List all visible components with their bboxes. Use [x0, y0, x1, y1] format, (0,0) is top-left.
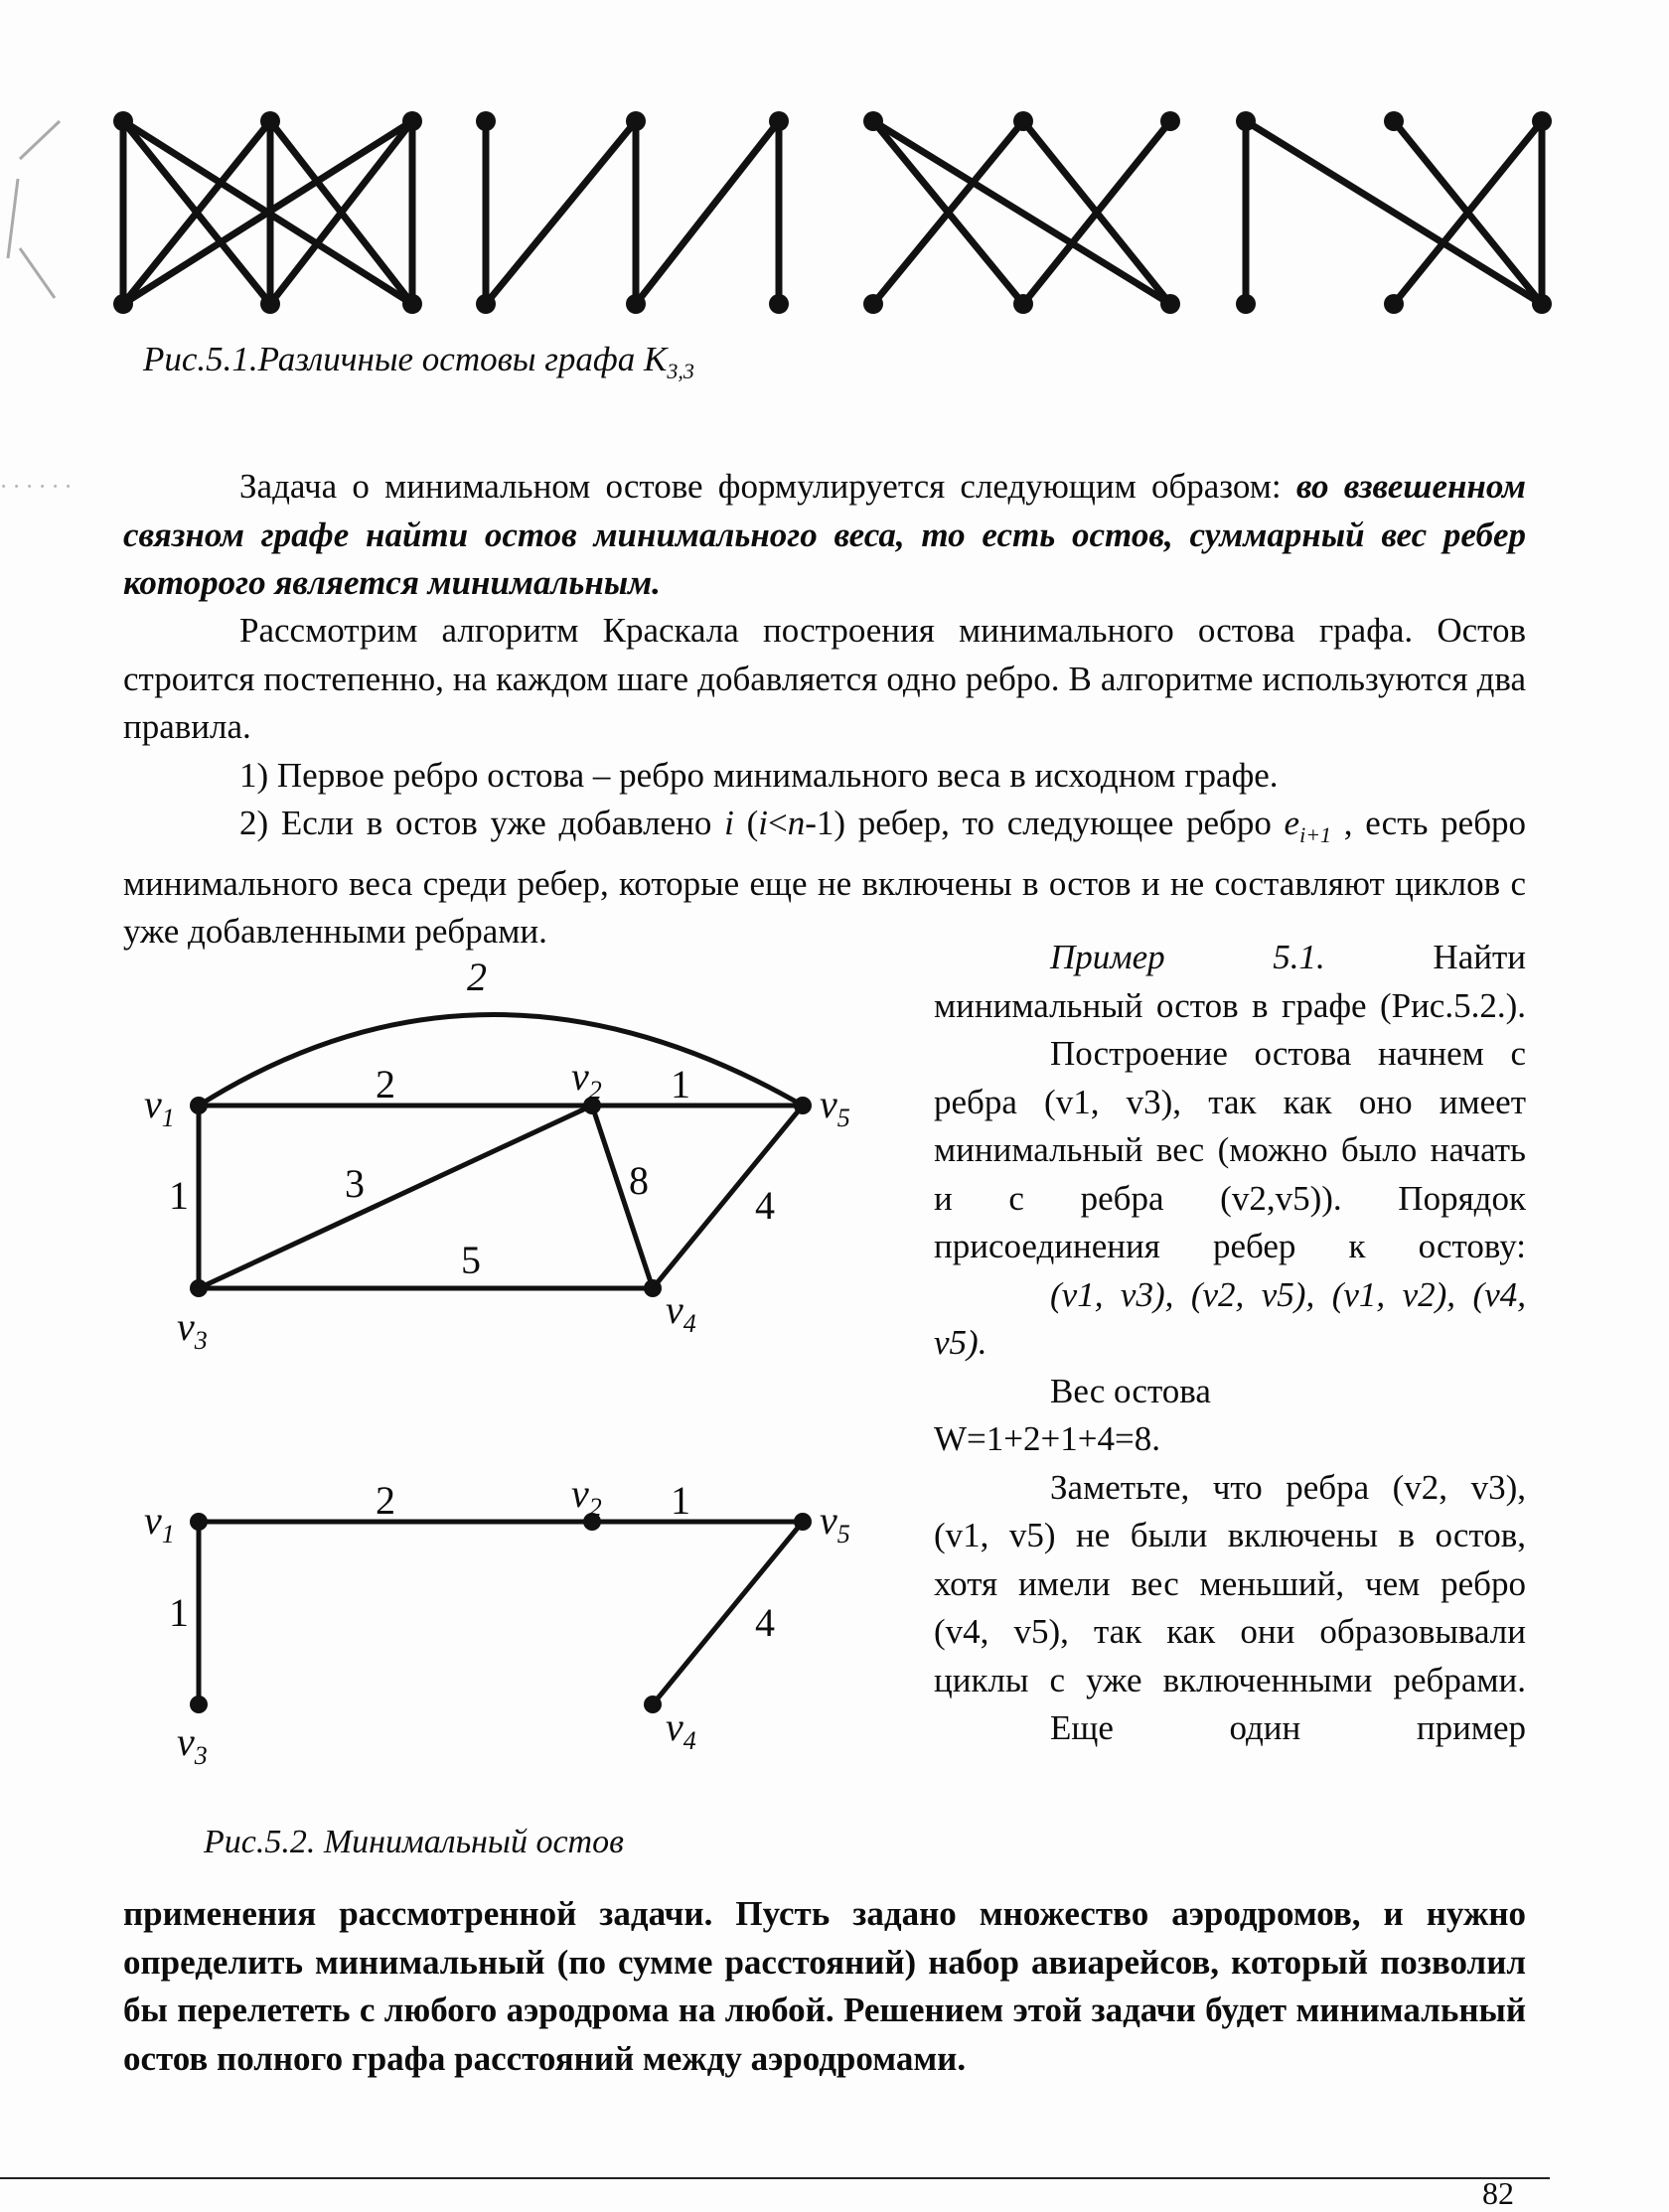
weight-label-v1v3: 1 — [169, 1173, 189, 1218]
weight-label-v2v4: 8 — [629, 1158, 649, 1203]
weighted-graph-edges — [199, 1015, 803, 1289]
tree-edges — [199, 1522, 803, 1704]
figure-5-1-caption: Рис.5.1.Различные остовы графа $K_{3,3}$ — [143, 340, 694, 383]
page-number: 82 — [1482, 2175, 1514, 2211]
spanning-tree-3 — [1246, 121, 1542, 304]
weight-label-v2v5: 1 — [671, 1062, 690, 1106]
example-construction: Построение остова начнем с ребра (v1, v3), так как оно имеет минимальный вес (можно было начать и с ребра (v2,v5)). Порядок присоединения ребер к остову: — [934, 1034, 1526, 1265]
paragraph-application: применения рассмотренной задачи. Пусть задано множество аэродромов, и нужно определить минимальный (по сумме расстояний) набор авиарейсов, который позволил бы перелететь с любого аэродрома на любой. Решением этой задачи будет минимальный остов полного графа расстояний между аэродромами. — [123, 1894, 1526, 2078]
rule-2: 2) Если в остов уже добавлено i (i<n-1) ребер, то следующее ребро $e_{i+1}$ , есть ребро минимального веса среди ребер, которые еще не включены в остов и не составляют циклов с уже добавленными ребрами. — [123, 804, 1527, 951]
spanning-tree-2 — [873, 121, 1170, 304]
tree-vertex-v4: $v_4$ — [666, 1704, 696, 1755]
tree-vertex-v1: $v_1$ — [144, 1498, 175, 1548]
vertex-label-v5: $v_5$ — [820, 1082, 850, 1132]
example-weight-label: Вес остова — [1050, 1371, 1211, 1410]
example-next: Еще один пример — [1050, 1708, 1526, 1747]
weighted-graph-vertices — [190, 1097, 812, 1297]
example-column: Пример 5.1. Найти минимальный остов в графе (Рис.5.2.). Построение остова начнем с ребра (v1, v3), так как оно имеет минимальный вес (можно было начать и с ребра (v2,v5)). Порядок присоединения ребер к остову: (v1, v3), (v2, v5), (v1, v2), (v4, v5). Вес остова W=1+2+1+4=8. Заметьте, что ребра (v2, v3), (v1, v5) не были включены в остов, хотя имели вес меньший, чем ребро (v4, v5), так как они образовывали циклы с уже включенными ребрами. Еще один пример — [934, 934, 1526, 1753]
k33-graph — [123, 121, 412, 304]
tree-weight-v1v3: 1 — [169, 1590, 189, 1635]
tree-vertices — [190, 1513, 812, 1713]
example-label: Пример 5.1. — [1050, 938, 1325, 976]
paragraph-kruskal-intro: Рассмотрим алгоритм Краскала построения минимального остова графа. Остов строится постепенно, на каждом шаге добавляется одно ребро. В алгоритме используются два правила. — [123, 611, 1526, 746]
vertex-label-v2: $v_2$ — [571, 1054, 602, 1105]
vertex-label-v4: $v_4$ — [666, 1287, 696, 1338]
vertex-label-v1: $v_1$ — [144, 1082, 175, 1132]
example-order: (v1, v3), (v2, v5), (v1, v2), (v4, v5). — [934, 1274, 1526, 1362]
example-note: Заметьте, что ребра (v2, v3), (v1, v5) не были включены в остов, хотя имели вес меньший, чем ребро (v4, v5), так как они образовывали циклы с уже включенными ребрами. — [934, 1467, 1526, 1699]
weight-label-v2v3: 3 — [345, 1161, 365, 1206]
margin-bleed: · · · · · · — [0, 472, 72, 501]
tree-weight-v4v5: 4 — [755, 1600, 775, 1645]
tree-vertex-v5: $v_5$ — [820, 1498, 850, 1548]
tree-weight-v1v2: 2 — [376, 1478, 395, 1523]
spanning-tree-1 — [486, 121, 779, 304]
example-weight: W=1+2+1+4=8. — [934, 1419, 1160, 1458]
rule-1: 1) Первое ребро остова – ребро минимального веса в исходном графе. — [239, 756, 1279, 795]
figure-5-2-caption: Рис.5.2. Минимальный остов — [204, 1824, 624, 1860]
bleed-mark — [8, 121, 60, 298]
tree-vertex-v2: $v_2$ — [571, 1471, 602, 1522]
tree-weight-v2v5: 1 — [671, 1478, 690, 1523]
weight-label-v3v4: 5 — [461, 1238, 481, 1282]
tree-vertex-v3: $v_3$ — [177, 1719, 208, 1770]
footer-rule — [0, 2177, 1550, 2179]
vertex-label-v3: $v_3$ — [177, 1304, 208, 1355]
paragraph-problem-statement: Задача о минимальном остове формулируется следующим образом: во взвешенном связном графе найти остов минимального веса, то есть остов, суммарный вес ребер которого является минимальным. — [123, 467, 1526, 602]
weight-label-top: 2 — [467, 955, 487, 999]
weight-label-v4v5: 4 — [755, 1183, 775, 1228]
weight-label-v1v2: 2 — [376, 1062, 395, 1106]
